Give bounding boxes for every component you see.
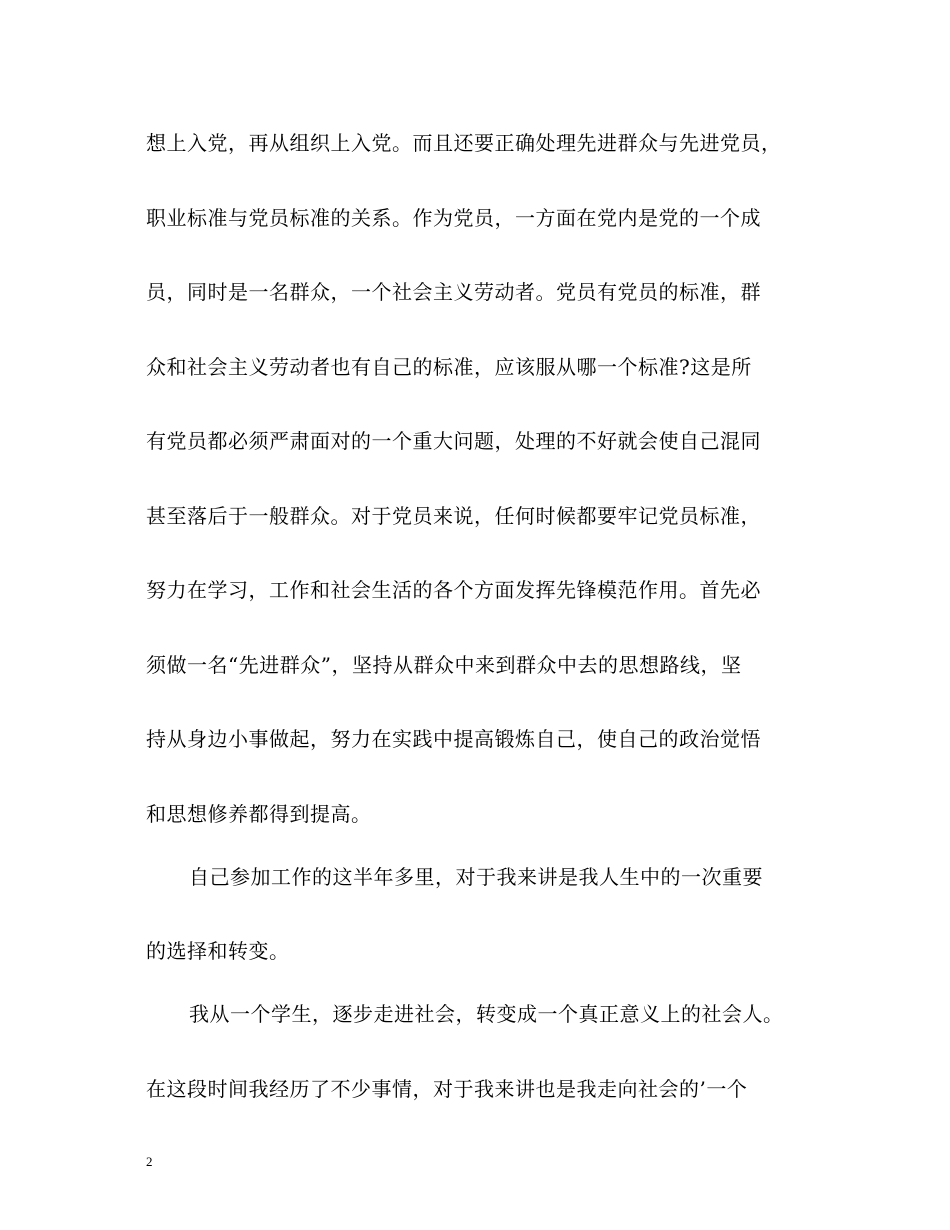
text-line: 想上入党，再从组织上入党。而且还要正确处理先进群众与先进党员，: [146, 131, 782, 155]
paragraph-start-line: 自己参加工作的这半年多里，对于我来讲是我人生中的一次重要: [189, 865, 763, 889]
text-line: 的选择和转变。: [146, 939, 290, 963]
text-line: 须做一名“先进群众”，坚持从群众中来到群众中去的思想路线，坚: [146, 653, 742, 677]
text-line: 职业标准与党员标准的关系。作为党员，一方面在党内是党的一个成: [146, 206, 761, 230]
paragraph-start-line: 我从一个学生，逐步走进社会，转变成一个真正意义上的社会人。: [189, 1002, 784, 1026]
text-line: 和思想修养都得到提高。: [146, 802, 372, 826]
text-line: 众和社会主义劳动者也有自己的标准，应该服从哪一个标准?这是所: [146, 355, 752, 379]
text-line: 努力在学习，工作和社会生活的各个方面发挥先锋模范作用。首先必: [146, 578, 761, 602]
text-line: 在这段时间我经历了不少事情，对于我来讲也是我走向社会的’一个: [146, 1077, 748, 1101]
text-line: 员，同时是一名群众，一个社会主义劳动者。党员有党员的标准，群: [146, 280, 761, 304]
page-number: 2: [146, 1154, 153, 1169]
text-line: 持从身边小事做起，努力在实践中提高锻炼自己，使自己的政治觉悟: [146, 727, 761, 751]
text-line: 甚至落后于一般群众。对于党员来说，任何时候都要牢记党员标准，: [146, 504, 761, 528]
text-line: 有党员都必须严肃面对的一个重大问题，处理的不好就会使自己混同: [146, 429, 761, 453]
